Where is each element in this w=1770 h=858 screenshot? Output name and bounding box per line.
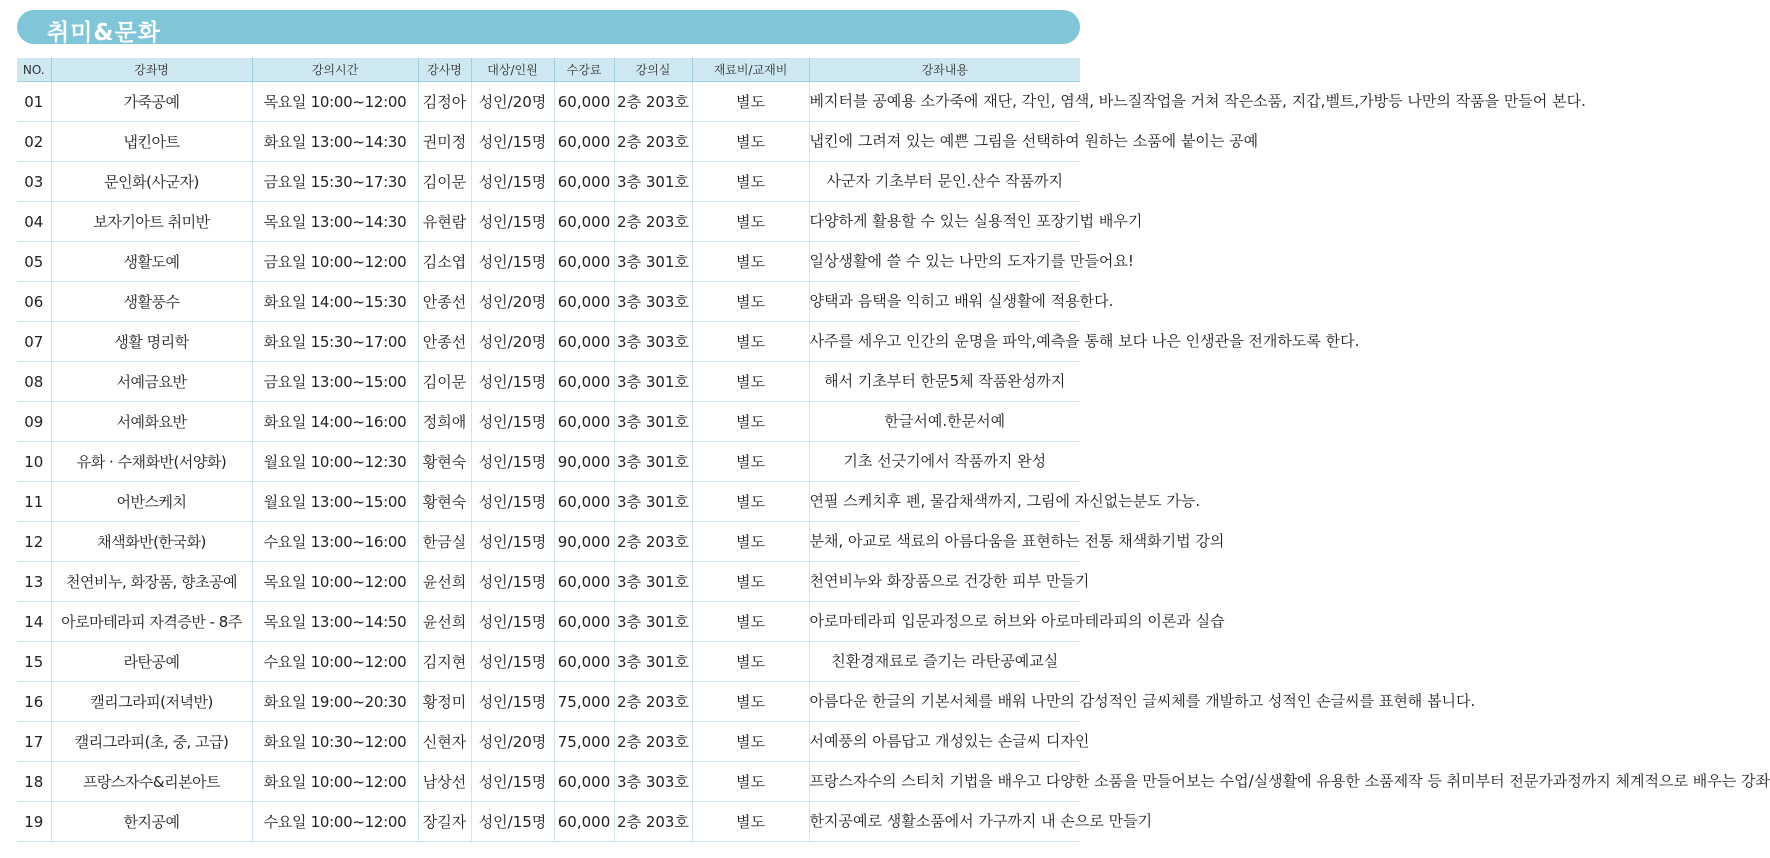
cell-target: 성인/15명 [471,122,554,162]
cell-target: 성인/15명 [471,362,554,402]
table-row [17,802,1080,842]
cell-target: 성인/20명 [471,322,554,362]
cell-fee: 90,000 [554,522,614,562]
cell-course-name: 캘리그라피(저녁반) [51,682,252,722]
cell-description: 사군자 기초부터 문인.산수 작품까지 [809,162,1080,202]
cell-target: 성인/20명 [471,282,554,322]
cell-no: 16 [17,682,51,722]
header-course-name: 강좌명 [51,58,252,82]
cell-target: 성인/15명 [471,482,554,522]
cell-no: 03 [17,162,51,202]
cell-instructor: 한금실 [418,522,471,562]
course-table [17,58,1770,842]
cell-material: 별도 [692,362,809,402]
table-row [17,722,1080,762]
cell-time: 화요일 15:30~17:00 [252,322,418,362]
cell-instructor: 정희애 [418,402,471,442]
cell-course-name: 천연비누, 화장품, 향초공예 [51,562,252,602]
cell-no: 19 [17,802,51,842]
cell-target: 성인/15명 [471,602,554,642]
cell-no: 14 [17,602,51,642]
cell-course-name: 캘리그라피(초, 중, 고급) [51,722,252,762]
table-row [17,322,1080,362]
cell-fee: 60,000 [554,322,614,362]
cell-room: 3층 301호 [614,482,692,522]
cell-material: 별도 [692,762,809,802]
cell-target: 성인/15명 [471,642,554,682]
cell-material: 별도 [692,282,809,322]
cell-no: 15 [17,642,51,682]
cell-room: 2층 203호 [614,722,692,762]
cell-room: 2층 203호 [614,802,692,842]
cell-target: 성인/15명 [471,522,554,562]
table-row [17,82,1080,122]
cell-description: 아로마테라피 입문과정으로 허브와 아로마테라피의 이론과 실습 [809,602,1080,642]
header-time: 강의시간 [252,58,418,82]
cell-course-name: 문인화(사군자) [51,162,252,202]
cell-description: 천연비누와 화장품으로 건강한 피부 만들기 [809,562,1080,602]
cell-material: 별도 [692,162,809,202]
header-instructor: 강사명 [418,58,471,82]
cell-description: 냅킨에 그려져 있는 예쁜 그림을 선택하여 원하는 소품에 붙이는 공예 [809,122,1080,162]
cell-time: 수요일 13:00~16:00 [252,522,418,562]
section-banner [17,10,1080,44]
cell-description: 다양하게 활용할 수 있는 실용적인 포장기법 배우기 [809,202,1080,242]
cell-material: 별도 [692,122,809,162]
cell-time: 월요일 13:00~15:00 [252,482,418,522]
cell-target: 성인/15명 [471,202,554,242]
cell-time: 화요일 10:00~12:00 [252,762,418,802]
cell-course-name: 채색화반(한국화) [51,522,252,562]
cell-instructor: 황정미 [418,682,471,722]
cell-instructor: 김정아 [418,82,471,122]
cell-material: 별도 [692,722,809,762]
cell-instructor: 황현숙 [418,482,471,522]
cell-course-name: 유화 · 수채화반(서양화) [51,442,252,482]
cell-instructor: 안종선 [418,322,471,362]
header-description: 강좌내용 [809,58,1080,82]
cell-fee: 60,000 [554,602,614,642]
cell-course-name: 아로마테라피 자격증반 - 8주 [51,602,252,642]
cell-material: 별도 [692,522,809,562]
cell-room: 3층 303호 [614,282,692,322]
cell-no: 09 [17,402,51,442]
cell-course-name: 가죽공예 [51,82,252,122]
cell-material: 별도 [692,242,809,282]
table-header-row [17,58,1080,82]
cell-course-name: 서예화요반 [51,402,252,442]
cell-material: 별도 [692,562,809,602]
cell-fee: 75,000 [554,682,614,722]
cell-room: 2층 203호 [614,682,692,722]
cell-material: 별도 [692,482,809,522]
table-row [17,402,1080,442]
cell-description: 분채, 아교로 색료의 아름다움을 표현하는 전통 채색화기법 강의 [809,522,1080,562]
cell-fee: 60,000 [554,282,614,322]
header-material: 재료비/교재비 [692,58,809,82]
cell-time: 월요일 10:00~12:30 [252,442,418,482]
cell-description: 한지공예로 생활소품에서 가구까지 내 손으로 만들기 [809,802,1080,842]
cell-description: 사주를 세우고 인간의 운명을 파악,예측을 통해 보다 나은 인생관을 전개하도록 한다. [809,322,1080,362]
cell-instructor: 김이문 [418,362,471,402]
table-row [17,762,1080,802]
cell-room: 3층 303호 [614,322,692,362]
cell-no: 07 [17,322,51,362]
cell-material: 별도 [692,202,809,242]
cell-course-name: 생활도예 [51,242,252,282]
cell-time: 목요일 10:00~12:00 [252,562,418,602]
cell-description: 아름다운 한글의 기본서체를 배워 나만의 감성적인 글씨체를 개발하고 성적인 손글씨를 표현해 봅니다. [809,682,1080,722]
cell-instructor: 황현숙 [418,442,471,482]
cell-time: 금요일 15:30~17:30 [252,162,418,202]
cell-instructor: 윤선희 [418,562,471,602]
cell-description: 베지터블 공예용 소가죽에 재단, 각인, 염색, 바느질작업을 거쳐 작은소품, 지갑,벨트,가방등 나만의 작품을 만들어 본다. [809,82,1080,122]
cell-time: 화요일 14:00~15:30 [252,282,418,322]
table-row [17,442,1080,482]
cell-no: 12 [17,522,51,562]
cell-instructor: 남상선 [418,762,471,802]
cell-room: 3층 301호 [614,642,692,682]
cell-material: 별도 [692,82,809,122]
cell-time: 수요일 10:00~12:00 [252,802,418,842]
cell-fee: 60,000 [554,162,614,202]
cell-time: 금요일 10:00~12:00 [252,242,418,282]
header-room: 강의실 [614,58,692,82]
cell-fee: 90,000 [554,442,614,482]
cell-time: 목요일 13:00~14:50 [252,602,418,642]
cell-fee: 60,000 [554,402,614,442]
cell-room: 2층 203호 [614,122,692,162]
cell-no: 04 [17,202,51,242]
cell-description: 기초 선긋기에서 작품까지 완성 [809,442,1080,482]
cell-time: 금요일 13:00~15:00 [252,362,418,402]
header-no: NO. [17,58,51,82]
header-target: 대상/인원 [471,58,554,82]
cell-target: 성인/15명 [471,442,554,482]
table-row [17,562,1080,602]
cell-room: 3층 301호 [614,162,692,202]
cell-room: 3층 301호 [614,242,692,282]
cell-target: 성인/15명 [471,802,554,842]
cell-room: 3층 303호 [614,762,692,802]
cell-material: 별도 [692,402,809,442]
cell-fee: 75,000 [554,722,614,762]
cell-instructor: 장길자 [418,802,471,842]
cell-course-name: 어반스케치 [51,482,252,522]
cell-material: 별도 [692,602,809,642]
cell-fee: 60,000 [554,762,614,802]
cell-instructor: 김이문 [418,162,471,202]
cell-instructor: 김소엽 [418,242,471,282]
cell-fee: 60,000 [554,122,614,162]
cell-instructor: 유현람 [418,202,471,242]
cell-course-name: 라탄공예 [51,642,252,682]
cell-target: 성인/15명 [471,682,554,722]
table-row [17,122,1080,162]
cell-room: 3층 301호 [614,362,692,402]
cell-target: 성인/15명 [471,162,554,202]
table-row [17,242,1080,282]
cell-fee: 60,000 [554,362,614,402]
cell-instructor: 권미정 [418,122,471,162]
cell-course-name: 서예금요반 [51,362,252,402]
cell-no: 10 [17,442,51,482]
cell-no: 01 [17,82,51,122]
cell-course-name: 보자기아트 취미반 [51,202,252,242]
header-fee: 수강료 [554,58,614,82]
cell-fee: 60,000 [554,82,614,122]
cell-material: 별도 [692,642,809,682]
cell-description: 일상생활에 쓸 수 있는 나만의 도자기를 만들어요! [809,242,1080,282]
cell-no: 02 [17,122,51,162]
cell-target: 성인/15명 [471,762,554,802]
cell-description: 서예풍의 아름답고 개성있는 손글씨 디자인 [809,722,1080,762]
table-row [17,682,1080,722]
cell-no: 11 [17,482,51,522]
cell-time: 수요일 10:00~12:00 [252,642,418,682]
cell-course-name: 생활풍수 [51,282,252,322]
table-row [17,282,1080,322]
cell-no: 13 [17,562,51,602]
cell-instructor: 김지현 [418,642,471,682]
cell-fee: 60,000 [554,562,614,602]
cell-room: 3층 301호 [614,442,692,482]
cell-no: 18 [17,762,51,802]
cell-no: 05 [17,242,51,282]
cell-material: 별도 [692,802,809,842]
cell-material: 별도 [692,322,809,362]
cell-room: 2층 203호 [614,522,692,562]
cell-description: 친환경재료로 즐기는 라탄공예교실 [809,642,1080,682]
cell-course-name: 프랑스자수&리본아트 [51,762,252,802]
cell-target: 성인/20명 [471,722,554,762]
section-title: 취미&문화 [47,20,161,46]
cell-time: 목요일 10:00~12:00 [252,82,418,122]
cell-description: 한글서예.한문서예 [809,402,1080,442]
cell-no: 17 [17,722,51,762]
table-row [17,642,1080,682]
cell-room: 3층 301호 [614,602,692,642]
cell-course-name: 생활 명리학 [51,322,252,362]
cell-room: 3층 301호 [614,562,692,602]
table-row [17,162,1080,202]
table-row [17,602,1080,642]
table-row [17,522,1080,562]
cell-target: 성인/15명 [471,242,554,282]
cell-room: 2층 203호 [614,202,692,242]
cell-description: 프랑스자수의 스티치 기법을 배우고 다양한 소품을 만들어보는 수업/실생활에 유용한 소품제작 등 취미부터 전문가과정까지 체계적으로 배우는 강좌 [809,762,1080,802]
cell-no: 08 [17,362,51,402]
cell-description: 연필 스케치후 펜, 물감채색까지, 그림에 자신없는분도 가능. [809,482,1080,522]
cell-no: 06 [17,282,51,322]
cell-course-name: 냅킨아트 [51,122,252,162]
cell-fee: 60,000 [554,482,614,522]
cell-target: 성인/15명 [471,402,554,442]
cell-fee: 60,000 [554,802,614,842]
cell-instructor: 윤선희 [418,602,471,642]
cell-target: 성인/20명 [471,82,554,122]
table-row [17,362,1080,402]
cell-fee: 60,000 [554,202,614,242]
cell-time: 화요일 13:00~14:30 [252,122,418,162]
cell-time: 목요일 13:00~14:30 [252,202,418,242]
table-row [17,202,1080,242]
cell-material: 별도 [692,682,809,722]
table-row [17,482,1080,522]
cell-target: 성인/15명 [471,562,554,602]
cell-room: 3층 301호 [614,402,692,442]
cell-time: 화요일 10:30~12:00 [252,722,418,762]
cell-time: 화요일 14:00~16:00 [252,402,418,442]
cell-description: 양택과 음택을 익히고 배워 실생활에 적용한다. [809,282,1080,322]
cell-material: 별도 [692,442,809,482]
cell-instructor: 신현자 [418,722,471,762]
cell-instructor: 안종선 [418,282,471,322]
table-body [17,82,1770,842]
cell-room: 2층 203호 [614,82,692,122]
cell-course-name: 한지공예 [51,802,252,842]
cell-time: 화요일 19:00~20:30 [252,682,418,722]
cell-fee: 60,000 [554,642,614,682]
cell-fee: 60,000 [554,242,614,282]
cell-description: 해서 기초부터 한문5체 작품완성까지 [809,362,1080,402]
